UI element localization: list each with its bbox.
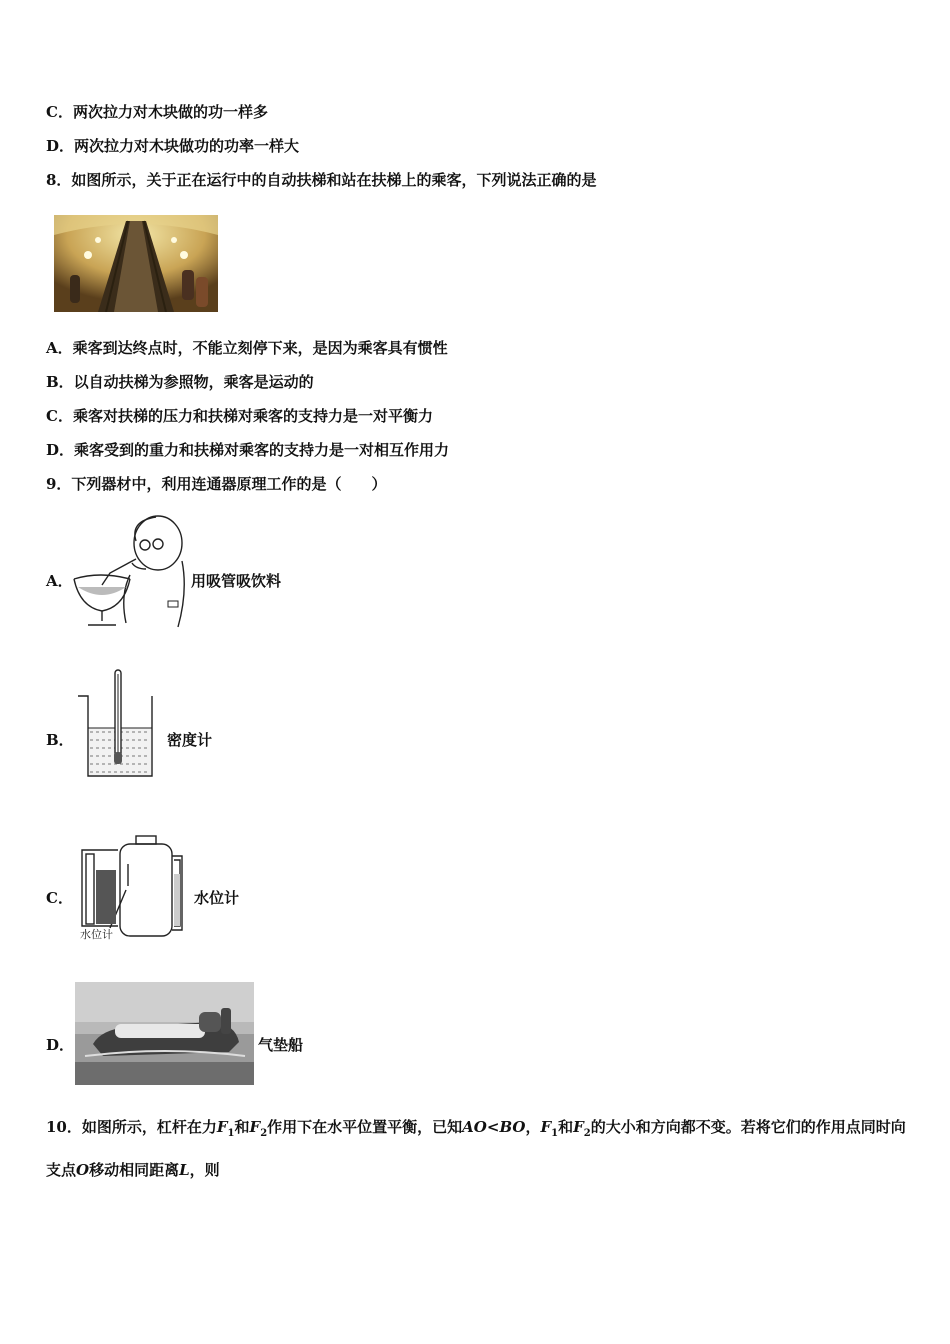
q10-stem: 10．如图所示，杠杆在力$F_1$和$F_2$作用下在水平位置平衡，已知AO<BO，$F_1$和$F_2$的大小和方向都不变。若将它们的作用点同时向支点O移动相同距离L，则 [46,1118,906,1179]
drinking-straw-figure [70,513,188,629]
q7-option-d: D．两次拉力对木块做功的功率一样大 [46,137,300,155]
q9-option-b-caption: 密度计 [167,731,213,749]
water-gauge-figure-label: 水位计 [80,929,113,941]
hydrometer-figure [76,668,158,778]
q8-option-b: B．以自动扶梯为参照物，乘客是运动的 [46,373,314,391]
q8-stem: 8．如图所示，关于正在运行中的自动扶梯和站在扶梯上的乘客，下列说法正确的是 [46,171,597,189]
hovercraft-photo [75,982,254,1085]
q8-option-d: D．乘客受到的重力和扶梯对乘客的支持力是一对相互作用力 [46,441,450,459]
q9-option-d-caption: 气垫船 [258,1036,304,1054]
q9-option-d-label: D． [46,1036,75,1054]
q9-option-a-label: A． [46,572,73,590]
q9-option-a-caption: 用吸管吸饮料 [191,572,282,590]
q9-option-c-caption: 水位计 [194,889,240,907]
q8-option-a: A．乘客到达终点时，不能立刻停下来，是因为乘客具有惯性 [46,339,448,357]
escalator-photo [54,215,218,312]
q9-option-b-label: B． [46,731,74,749]
q7-option-c: C．两次拉力对木块做的功一样多 [46,103,268,121]
q9-stem: 9．下列器材中，利用连通器原理工作的是（ ） [46,475,387,493]
q8-option-c: C．乘客对扶梯的压力和扶梯对乘客的支持力是一对平衡力 [46,407,433,425]
q9-option-c-label: C． [46,889,73,907]
water-gauge-figure [78,834,188,942]
